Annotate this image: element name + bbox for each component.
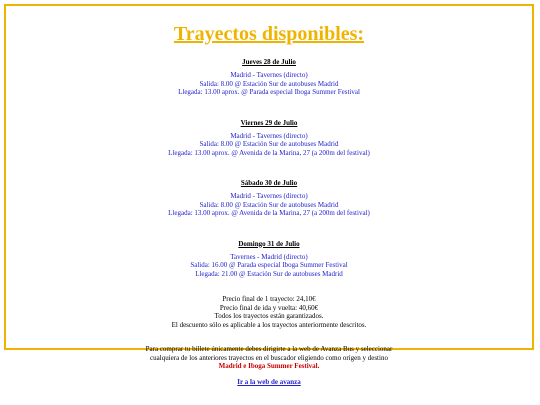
trip-route: Madrid - Tavernes (directo): [230, 71, 308, 79]
content-frame: [4, 4, 534, 386]
page-title: Trayectos disponibles:: [173, 23, 365, 45]
trip-day: Sábado 30 de Julio: [240, 179, 298, 187]
trip-departure: Salida: 8.00 @ Estación Sur de autobuses Madrid: [199, 200, 339, 209]
price-info: [6, 295, 532, 329]
trip-thursday: [6, 58, 532, 97]
purchase-info: [6, 345, 532, 389]
trip-arrival: Llegada: 13.00 aprox. @ Avenida de la Marina, 27 (a 200m del festival): [168, 148, 370, 157]
price-return: Precio final de ida y vuelta: 40,60€: [219, 303, 319, 312]
trip-departure: Salida: 8.00 @ Estación Sur de autobuses Madrid: [199, 79, 339, 88]
trip-day: Viernes 29 de Julio: [240, 118, 298, 127]
trip-day: Jueves 28 de Julio: [242, 58, 296, 66]
purchase-highlight: Madrid e Iboga Summer Festival.: [218, 362, 320, 370]
trip-departure: Salida: 16.00 @ Parada especial Iboga Summer Festival: [190, 261, 348, 269]
avanza-link[interactable]: Ir a la web de avanza: [237, 377, 301, 386]
trip-arrival: Llegada: 13.00 aprox. @ Avenida de la Marina, 27 (a 200m del festival): [168, 209, 370, 217]
purchase-line-1: Para comprar tu billete únicamente debes dirigirte a la web de Avanza Bus y seleccionar: [145, 345, 393, 353]
trip-departure: Salida: 8.00 @ Estación Sur de autobuses Madrid: [199, 140, 339, 148]
guarantee-note: Todos los trayectos están garantizados.: [214, 312, 324, 320]
trip-arrival: Llegada: 21.00 @ Estación Sur de autobuses Madrid: [195, 269, 343, 278]
purchase-line-2: cualquiera de los anteriores trayectos en el buscador eligiendo como origen y destino: [150, 353, 388, 362]
trip-saturday: [6, 179, 532, 218]
price-single: Precio final de 1 trayecto: 24,10€: [222, 295, 316, 303]
trip-route: Madrid - Tavernes (directo): [230, 131, 308, 140]
trip-friday: [6, 119, 532, 158]
trip-route: Madrid - Tavernes (directo): [230, 192, 308, 200]
trip-day: Domingo 31 de Julio: [238, 239, 300, 248]
trip-route: Tavernes - Madrid (directo): [230, 252, 308, 261]
trip-sunday: [6, 240, 532, 279]
discount-note: El descuento sólo es aplicable a los trayectos anteriormente descritos.: [171, 320, 367, 329]
trip-arrival: Llegada: 13.00 aprox. @ Parada especial Iboga Summer Festival: [178, 88, 360, 96]
